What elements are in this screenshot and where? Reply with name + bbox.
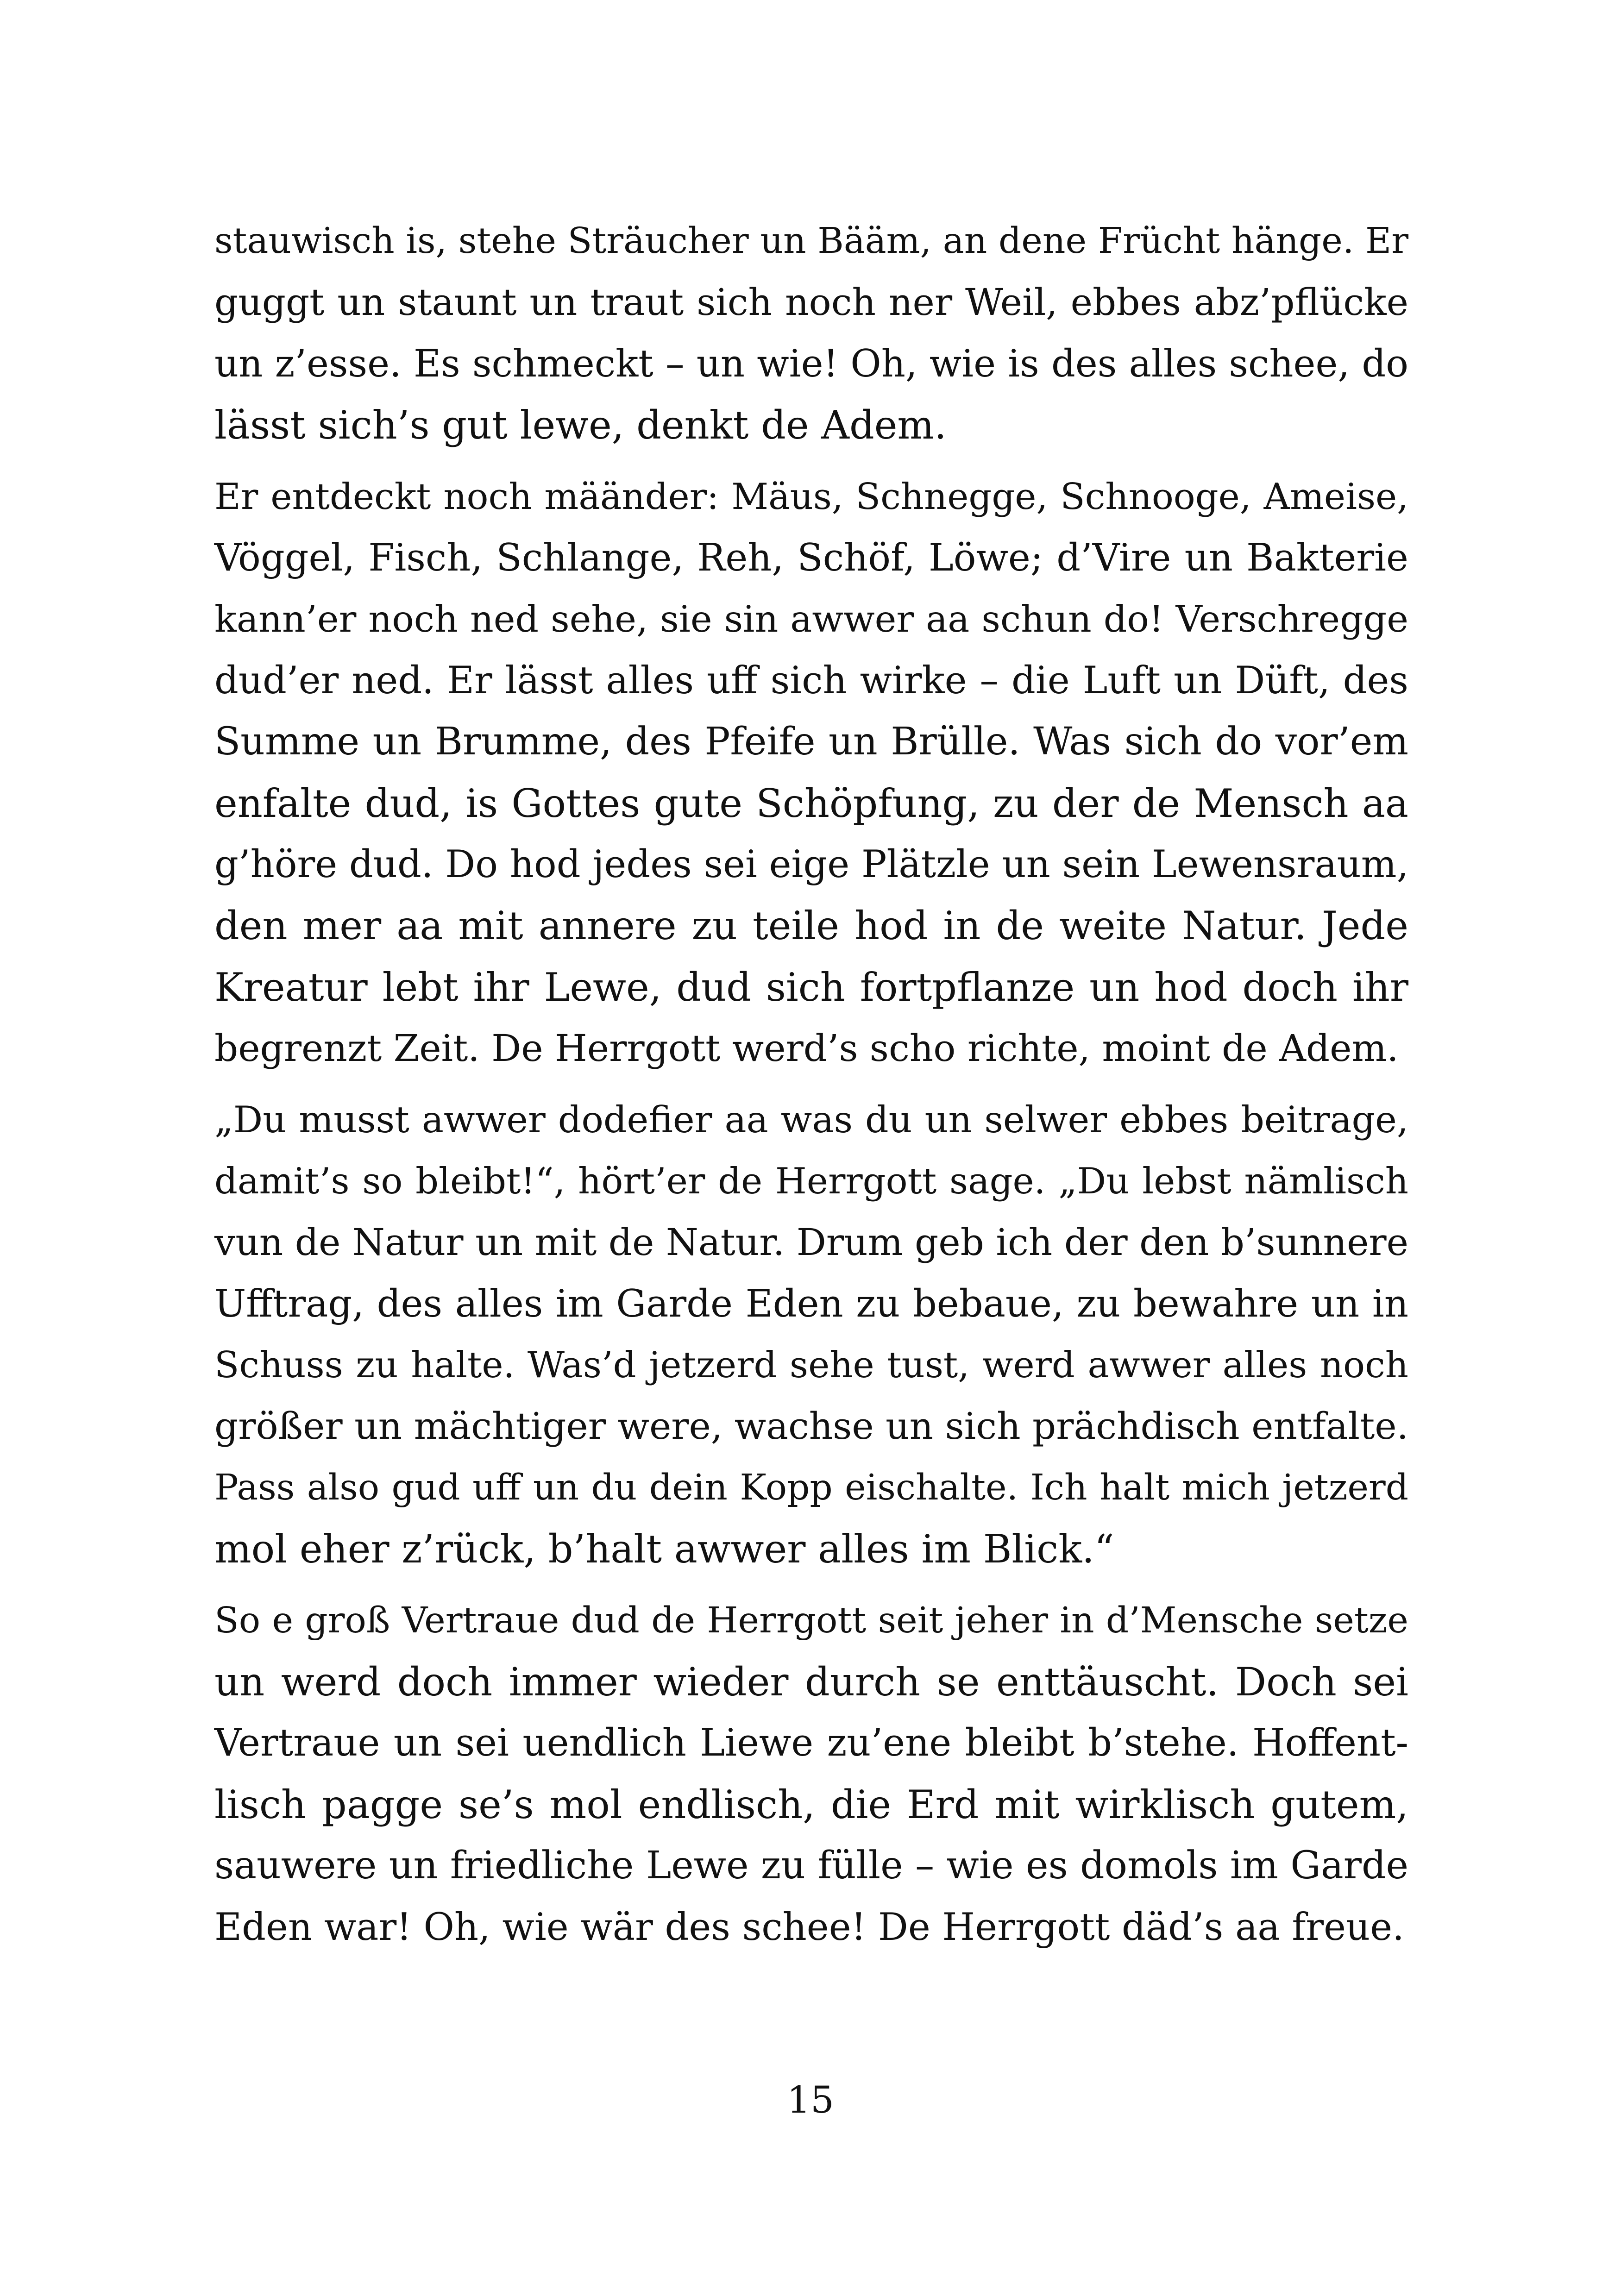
paragraph-gap bbox=[214, 1580, 1408, 1590]
text-line: Eden war! Oh, wie wär des schee! De Herrgott däd’s aa freue. bbox=[214, 1905, 1404, 1949]
paragraph bbox=[214, 1089, 1408, 1580]
paragraph-gap bbox=[214, 456, 1408, 466]
text-line: un werd doch immer wieder durch se enttäuscht. Doch sei bbox=[214, 1659, 1408, 1705]
text-line: vun de Natur un mit de Natur. Drum geb ich der den b’sunnere bbox=[214, 1221, 1408, 1264]
text-line: Vertraue un sei uendlich Liewe zu’ene bleibt b’stehe. Hoffent- bbox=[214, 1721, 1408, 1765]
paragraph bbox=[214, 211, 1408, 456]
text-line: Ufftrag, des alles im Garde Eden zu bebaue, zu bewahre un in bbox=[214, 1282, 1408, 1326]
text-line: g’höre dud. Do hod jedes sei eige Plätzle un sein Lewensraum, bbox=[214, 842, 1409, 886]
text-line: So e groß Vertraue dud de Herrgott seit jeher in d’Mensche setze bbox=[214, 1600, 1408, 1641]
text-line: mol eher z’rück, b’halt awwer alles im Blick.“ bbox=[214, 1526, 1114, 1572]
text-line: lisch pagge se’s mol endlisch, die Erd mit wirklisch gutem, bbox=[214, 1782, 1408, 1827]
text-line: sauwere un friedliche Lewe zu fülle – wie es domols im Garde bbox=[214, 1844, 1408, 1888]
text-line: guggt un staunt un traut sich noch ner Weil, ebbes abz’pflücke bbox=[214, 281, 1408, 324]
text-line: lässt sich’s gut lewe, denkt de Adem. bbox=[214, 402, 947, 448]
text-line: begrenzt Zeit. De Herrgott werd’s scho richte, moint de Adem. bbox=[214, 1027, 1399, 1070]
text-line: Pass also gud uff un du dein Kopp eischalte. Ich halt mich jetzerd bbox=[214, 1467, 1408, 1508]
paragraph bbox=[214, 1590, 1408, 1958]
text-line: Schuss zu halte. Was’d jetzerd sehe tust, werd awwer alles noch bbox=[214, 1344, 1408, 1386]
paragraph-gap bbox=[214, 1079, 1408, 1089]
text-line: kann’er noch ned sehe, sie sin awwer aa schun do! Verschregge bbox=[214, 598, 1408, 641]
text-line: größer un mächtiger were, wachse un sich prächdisch entfalte. bbox=[214, 1405, 1408, 1448]
text-line: Kreatur lebt ihr Lewe, dud sich fortpflanze un hod doch ihr bbox=[214, 964, 1408, 1010]
text-line: un z’esse. Es schmeckt – un wie! Oh, wie is des alles schee, do bbox=[214, 342, 1408, 386]
text-line: „Du musst awwer dodefier aa was du un selwer ebbes beitrage, bbox=[214, 1098, 1408, 1142]
text-line: Summe un Brumme, des Pfeife un Brülle. Was sich do vor’em bbox=[214, 720, 1408, 764]
page-number: 15 bbox=[787, 2078, 834, 2121]
paragraph bbox=[214, 466, 1408, 1079]
text-line: dud’er ned. Er lässt alles uff sich wirke – die Luft un Düft, des bbox=[214, 659, 1408, 703]
text-line: damit’s so bleibt!“, hört’er de Herrgott sage. „Du lebst nämlisch bbox=[214, 1160, 1408, 1202]
text-line: Vöggel, Fisch, Schlange, Reh, Schöf, Löwe; d’Vire un Bakterie bbox=[214, 536, 1408, 580]
body-text bbox=[214, 211, 1408, 1958]
text-line: stauwisch is, stehe Sträucher un Bääm, an dene Frücht hänge. Er bbox=[214, 220, 1408, 262]
text-line: den mer aa mit annere zu teile hod in de weite Natur. Jede bbox=[214, 903, 1408, 949]
text-line: Er entdeckt noch määnder: Mäus, Schnegge, Schnooge, Ameise, bbox=[214, 476, 1408, 518]
text-line: enfalte dud, is Gottes gute Schöpfung, zu der de Mensch aa bbox=[214, 780, 1408, 826]
